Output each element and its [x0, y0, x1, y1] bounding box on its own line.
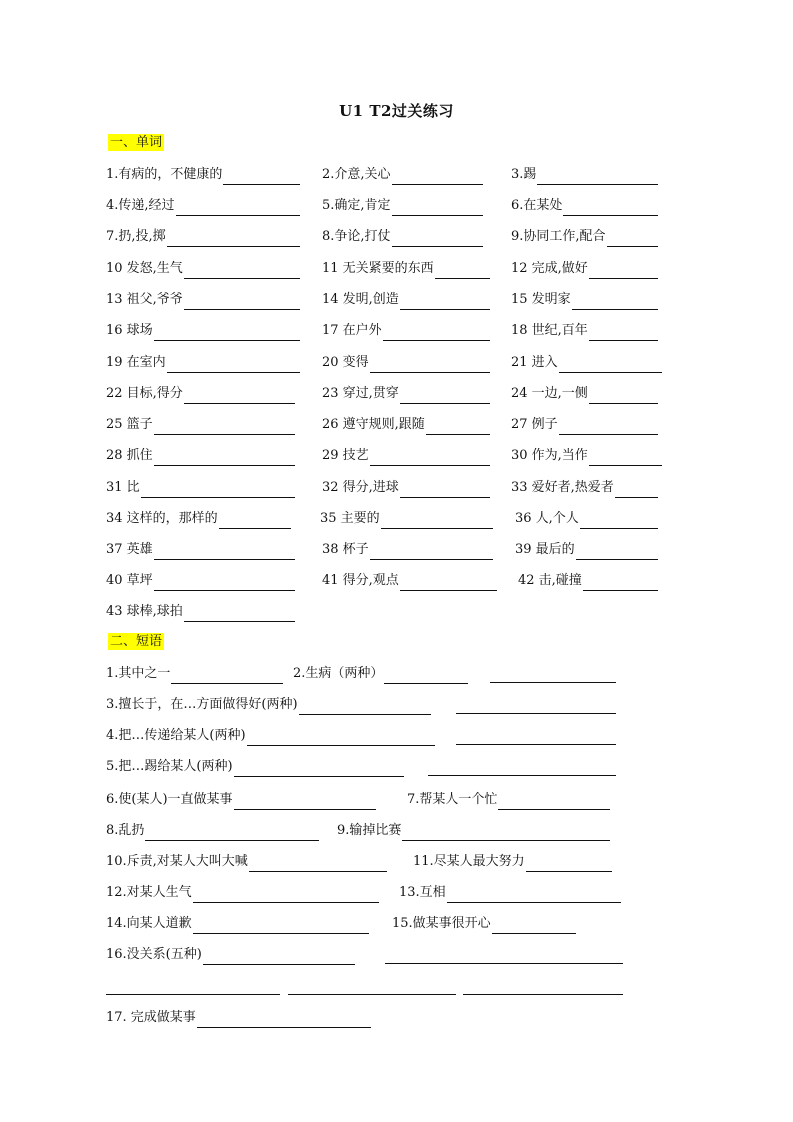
phrase-item-3	[106, 695, 431, 715]
word-item	[322, 165, 483, 185]
word-label: 1.有病的，不健康的	[106, 167, 223, 182]
word-label: 5.确定,肯定	[322, 198, 391, 213]
word-label: 30 作为,当作	[511, 448, 588, 463]
word-label: 10 发怒,生气	[106, 261, 183, 276]
word-label: 31 比	[106, 480, 140, 495]
phrase-item-17	[106, 1008, 371, 1028]
word-label: 34 这样的，那样的	[106, 511, 218, 526]
word-label: 16 球场	[106, 323, 153, 338]
word-item	[511, 415, 658, 435]
answer-blank[interactable]	[392, 232, 483, 247]
answer-blank[interactable]	[498, 795, 610, 810]
word-item	[511, 384, 658, 404]
word-item	[511, 290, 658, 310]
word-label: 40 草坪	[106, 573, 153, 588]
word-label: 43 球棒,球拍	[106, 604, 183, 619]
answer-blank[interactable]	[526, 857, 612, 872]
phrase-row-11	[0, 976, 793, 996]
word-item	[322, 540, 493, 560]
answer-blank[interactable]	[193, 888, 379, 903]
answer-blank[interactable]	[400, 576, 497, 591]
word-item	[106, 540, 295, 560]
answer-blank[interactable]	[435, 264, 490, 279]
word-label: 36 人,个人	[515, 511, 579, 526]
word-row-9	[0, 415, 793, 435]
phrase-row-9	[0, 914, 793, 934]
answer-blank[interactable]	[234, 762, 404, 777]
word-label: 28 抓住	[106, 448, 153, 463]
answer-blank[interactable]	[392, 170, 483, 185]
word-label: 27 例子	[511, 417, 558, 432]
word-item	[106, 321, 300, 341]
answer-blank[interactable]	[141, 483, 295, 498]
phrase-row-12	[0, 1008, 793, 1028]
word-item	[322, 384, 490, 404]
answer-blank[interactable]	[490, 668, 616, 683]
word-label: 29 技艺	[322, 448, 369, 463]
word-label: 23 穿过,贯穿	[322, 386, 399, 401]
word-label: 15 发明家	[511, 292, 571, 307]
answer-blank[interactable]	[197, 1013, 371, 1028]
phrase-label-14: 14.向某人道歉	[106, 916, 192, 931]
phrase-row-1	[0, 664, 793, 684]
answer-blank[interactable]	[456, 730, 616, 745]
phrase-item-9	[337, 821, 610, 841]
answer-blank[interactable]	[400, 483, 490, 498]
word-label: 6.在某处	[511, 198, 563, 213]
answer-blank[interactable]	[576, 545, 658, 560]
word-item	[106, 290, 300, 310]
section-words-label: 一、单词	[110, 135, 163, 150]
word-row-11	[0, 478, 793, 498]
word-item	[511, 196, 658, 216]
word-row-2	[0, 196, 793, 216]
answer-blank[interactable]	[559, 358, 662, 373]
answer-blank[interactable]	[383, 326, 490, 341]
word-item	[511, 353, 662, 373]
phrase-item-16	[106, 945, 355, 965]
page-title: U1 T2过关练习	[339, 102, 454, 120]
word-item	[322, 321, 490, 341]
word-label: 21 进入	[511, 355, 558, 370]
phrase-row-10	[0, 945, 793, 965]
answer-blank[interactable]	[234, 795, 376, 810]
answer-blank[interactable]	[184, 389, 295, 404]
word-label: 20 变得	[322, 355, 369, 370]
word-row-14	[0, 571, 793, 591]
word-row-5	[0, 290, 793, 310]
word-row-13	[0, 540, 793, 560]
word-row-7	[0, 353, 793, 373]
word-label: 3.踢	[511, 167, 537, 182]
phrase-row-6	[0, 821, 793, 841]
word-label: 24 一边,一侧	[511, 386, 588, 401]
word-label: 41 得分,观点	[322, 573, 399, 588]
answer-blank[interactable]	[607, 232, 658, 247]
answer-blank[interactable]	[563, 201, 658, 216]
word-item	[320, 509, 493, 529]
word-item	[106, 165, 300, 185]
word-label: 13 祖父,爷爷	[106, 292, 183, 307]
phrase-item-14	[106, 914, 369, 934]
phrase-label-3: 3.擅长于，在…方面做得好(两种)	[106, 697, 298, 712]
phrase-label-2: 2.生病（两种）	[293, 666, 384, 681]
phrase-label-15: 15.做某事很开心	[392, 916, 491, 931]
answer-blank[interactable]	[463, 980, 623, 995]
word-item	[106, 353, 300, 373]
answer-blank[interactable]	[589, 451, 662, 466]
phrase-item-13	[399, 883, 621, 903]
answer-blank[interactable]	[167, 358, 300, 373]
word-label: 42 击,碰撞	[518, 573, 582, 588]
answer-blank[interactable]	[392, 201, 483, 216]
answer-blank[interactable]	[176, 201, 300, 216]
word-label: 4.传递,经过	[106, 198, 175, 213]
word-item	[106, 602, 295, 622]
answer-blank[interactable]	[145, 826, 319, 841]
answer-blank[interactable]	[299, 700, 431, 715]
phrase-label-13: 13.互相	[399, 885, 446, 900]
phrase-row-7	[0, 852, 793, 872]
answer-blank[interactable]	[402, 826, 610, 841]
answer-blank[interactable]	[447, 888, 621, 903]
word-label: 7.扔,投,掷	[106, 229, 166, 244]
word-label: 11 无关紧要的东西	[322, 261, 434, 276]
answer-blank[interactable]	[428, 761, 616, 776]
answer-blank[interactable]	[559, 420, 658, 435]
word-item	[322, 446, 490, 466]
answer-blank[interactable]	[167, 232, 300, 247]
answer-blank[interactable]	[572, 295, 658, 310]
phrase-item-15	[392, 914, 576, 934]
word-item	[322, 415, 490, 435]
answer-blank[interactable]	[492, 919, 576, 934]
phrase-item-10	[106, 852, 387, 872]
answer-blank[interactable]	[184, 607, 295, 622]
section-phrases-label: 二、短语	[110, 634, 163, 649]
phrase-label-16: 16.没关系(五种)	[106, 947, 202, 962]
word-label: 17 在户外	[322, 323, 382, 338]
answer-blank[interactable]	[370, 545, 493, 560]
word-item	[322, 227, 483, 247]
word-item	[511, 321, 658, 341]
word-row-15	[0, 602, 793, 622]
word-label: 37 英雄	[106, 542, 153, 557]
phrase-item-4	[106, 726, 435, 746]
phrase-row-4	[0, 757, 793, 777]
answer-blank[interactable]	[106, 980, 280, 995]
word-row-4	[0, 259, 793, 279]
word-label: 22 目标,得分	[106, 386, 183, 401]
phrase-label-6: 6.使(某人)一直做某事	[106, 792, 233, 807]
word-row-12	[0, 509, 793, 529]
word-row-8	[0, 384, 793, 404]
word-label: 26 遵守规则,跟随	[322, 417, 425, 432]
answer-blank[interactable]	[589, 389, 658, 404]
word-row-3	[0, 227, 793, 247]
word-item	[322, 196, 483, 216]
word-label: 8.争论,打仗	[322, 229, 391, 244]
word-item	[106, 509, 291, 529]
phrase-label-4: 4.把…传递给某人(两种)	[106, 728, 246, 743]
answer-blank[interactable]	[370, 358, 490, 373]
word-label: 14 发明,创造	[322, 292, 399, 307]
word-item	[322, 290, 490, 310]
phrase-item-2	[293, 664, 468, 684]
answer-blank[interactable]	[456, 699, 616, 714]
answer-blank[interactable]	[537, 170, 658, 185]
word-item	[515, 509, 658, 529]
phrase-item-8	[106, 821, 319, 841]
phrase-label-10: 10.斥责,对某人大叫大喊	[106, 854, 248, 869]
phrase-item-7	[407, 790, 610, 810]
word-label: 18 世纪,百年	[511, 323, 588, 338]
word-label: 9.协同工作,配合	[511, 229, 606, 244]
word-label: 35 主要的	[320, 511, 380, 526]
answer-blank[interactable]	[400, 389, 490, 404]
answer-blank[interactable]	[193, 919, 369, 934]
answer-blank[interactable]	[249, 857, 387, 872]
phrase-label-1: 1.其中之一	[106, 666, 171, 681]
answer-blank[interactable]	[580, 514, 658, 529]
phrase-item-6	[106, 790, 376, 810]
answer-blank[interactable]	[583, 576, 658, 591]
word-item	[106, 571, 295, 591]
phrase-label-8: 8.乱扔	[106, 823, 145, 838]
answer-blank[interactable]	[384, 669, 468, 684]
word-label: 25 篮子	[106, 417, 153, 432]
phrase-item-12	[106, 883, 379, 903]
answer-blank[interactable]	[219, 514, 291, 529]
word-item	[518, 571, 658, 591]
answer-blank[interactable]	[426, 420, 490, 435]
answer-blank[interactable]	[154, 451, 295, 466]
section-header-phrases	[106, 631, 166, 653]
answer-blank[interactable]	[184, 264, 300, 279]
word-row-1	[0, 165, 793, 185]
phrase-label-11: 11.尽某人最大努力	[413, 854, 525, 869]
answer-blank[interactable]	[381, 514, 493, 529]
word-item	[322, 571, 497, 591]
word-label: 38 杯子	[322, 542, 369, 557]
word-item	[106, 415, 295, 435]
word-item	[106, 259, 300, 279]
word-item	[511, 259, 658, 279]
word-item	[511, 478, 658, 498]
word-item	[106, 478, 295, 498]
word-item	[106, 446, 295, 466]
word-row-6	[0, 321, 793, 341]
word-item	[511, 446, 662, 466]
answer-blank[interactable]	[184, 295, 300, 310]
answer-blank[interactable]	[589, 264, 658, 279]
word-item	[511, 165, 658, 185]
answer-blank[interactable]	[400, 295, 490, 310]
word-item	[106, 227, 300, 247]
word-item	[515, 540, 658, 560]
word-label: 12 完成,做好	[511, 261, 588, 276]
answer-blank[interactable]	[154, 326, 300, 341]
word-label: 32 得分,进球	[322, 480, 399, 495]
word-item	[322, 259, 490, 279]
answer-blank[interactable]	[203, 950, 355, 965]
phrase-label-12: 12.对某人生气	[106, 885, 192, 900]
word-label: 39 最后的	[515, 542, 575, 557]
answer-blank[interactable]	[615, 483, 658, 498]
phrase-row-8	[0, 883, 793, 903]
word-item	[322, 478, 490, 498]
phrase-label-9: 9.输掉比赛	[337, 823, 402, 838]
answer-blank[interactable]	[154, 545, 295, 560]
answer-blank[interactable]	[171, 669, 283, 684]
word-item	[511, 227, 658, 247]
answer-blank[interactable]	[223, 170, 300, 185]
word-item	[322, 353, 490, 373]
answer-blank[interactable]	[154, 420, 295, 435]
phrase-label-7: 7.帮某人一个忙	[407, 792, 498, 807]
answer-blank[interactable]	[370, 451, 490, 466]
section-header-words	[106, 132, 166, 154]
word-item	[106, 384, 295, 404]
phrase-label-5: 5.把…踢给某人(两种)	[106, 759, 233, 774]
phrase-row-5	[0, 790, 793, 810]
word-label: 33 爱好者,热爱者	[511, 480, 614, 495]
answer-blank[interactable]	[247, 731, 435, 746]
word-label: 19 在室内	[106, 355, 166, 370]
phrase-label-17: 17. 完成做某事	[106, 1010, 196, 1025]
answer-blank[interactable]	[288, 980, 456, 995]
word-item	[106, 196, 300, 216]
answer-blank[interactable]	[385, 949, 623, 964]
answer-blank[interactable]	[154, 576, 295, 591]
answer-blank[interactable]	[589, 326, 658, 341]
phrase-item-11	[413, 852, 612, 872]
phrase-row-3	[0, 726, 793, 746]
word-label: 2.介意,关心	[322, 167, 391, 182]
phrase-row-2	[0, 695, 793, 715]
phrase-item-1	[106, 664, 283, 684]
word-row-10	[0, 446, 793, 466]
phrase-item-5	[106, 757, 404, 777]
